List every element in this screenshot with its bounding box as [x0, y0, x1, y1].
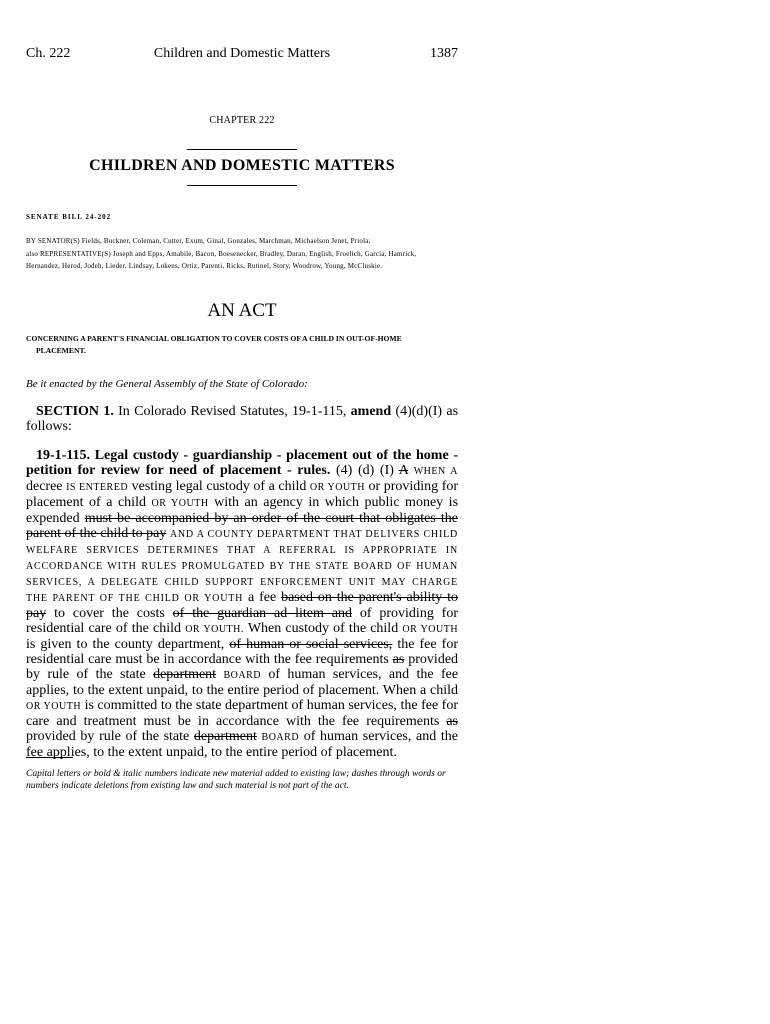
deleted-text: department	[153, 667, 217, 682]
deleted-text: based on the parent's ability to pay	[26, 590, 459, 621]
page-number: 1387	[430, 46, 458, 61]
statute-text: provided by rule of the state	[26, 652, 459, 682]
deleted-text: as	[446, 714, 458, 729]
section-text: (4)(d)(I) as follows:	[26, 404, 459, 434]
sponsor-line: also REPRESENTATIVE(S) Joseph and Epps, Amabile, Bacon, Boesenecker, Bradley, Duran, English, Froelich, Garcia, Hamrick,	[26, 250, 417, 258]
statute-text: provided by rule of the state	[26, 729, 190, 744]
inserted-text: OR YOUTH	[402, 624, 459, 635]
statute-heading: 19-1-115. Legal custody - guardianship - placement out of the home - petition for review for need of placement - rules.	[26, 448, 458, 478]
inserted-text: BOARD	[261, 732, 300, 743]
statute-text: to cover the costs	[54, 606, 165, 621]
deleted-text: department	[193, 729, 257, 744]
statute-text: is given to the county department,	[26, 637, 225, 652]
title-rule-bottom	[187, 185, 297, 186]
statute-text: of human services, and the fee applies, to the extent unpaid, to the entire period of placement.	[26, 729, 458, 760]
inserted-text: OR YOUTH	[309, 482, 365, 493]
bill-number: SENATE BILL 24-202	[26, 213, 112, 221]
act-subject-line: PLACEMENT.	[36, 346, 86, 355]
inserted-text: OR YOUTH	[26, 701, 82, 712]
statute-text: of human services, and the fee applies, to the extent unpaid, to the entire period of placement. When a child	[26, 667, 459, 698]
section-text: In Colorado Revised Statutes, 19-1-115,	[118, 404, 347, 419]
deleted-text: must be accompanied by an order of the court that obligates the parent of the child to pay	[26, 511, 458, 541]
deleted-text: of the guardian ad litem and	[172, 606, 352, 621]
title-rule-top	[187, 149, 297, 150]
statute-text: a fee	[248, 590, 277, 605]
deleted-text: A	[398, 463, 409, 478]
inserted-text: WHEN A	[413, 466, 459, 477]
statute-text: or providing for placement of a child	[26, 479, 459, 510]
inserted-text: OR YOUTH.	[185, 624, 244, 635]
sponsor-line: Hernandez, Herod, Jodeh, Lieder, Lindsay, Lukens, Ortiz, Parenti, Ricks, Rutinel, Story, Woodrow, Young, McCluskie.	[26, 262, 383, 270]
statute-text: When custody of the child	[247, 621, 399, 636]
deleted-text: of human or social services,	[229, 637, 393, 652]
statute-text: is committed to the state department of human services, the fee for care and treatment must be in accordance with the fee requirements	[26, 698, 459, 729]
section-label: SECTION 1.	[36, 404, 114, 419]
footnote-divider	[26, 757, 73, 758]
running-title: Children and Domestic Matters	[153, 46, 331, 61]
inserted-text: OR YOUTH	[151, 498, 209, 509]
statute-paragraph	[26, 448, 458, 760]
chapter-label: CHAPTER 222	[209, 115, 275, 126]
inserted-text: IS ENTERED	[66, 482, 129, 493]
deleted-text: as	[392, 652, 405, 667]
statute-text: of providing for residential care of the child	[26, 606, 459, 636]
inserted-text: BOARD	[223, 670, 261, 681]
enacting-clause: Be it enacted by the General Assembly of the State of Colorado:	[26, 378, 308, 390]
act-subject-line: CONCERNING A PARENT'S FINANCIAL OBLIGATION TO COVER COSTS OF A CHILD IN OUT-OF-HOME	[26, 334, 402, 343]
sponsor-line: BY SENATOR(S) Fields, Buckner, Coleman, Cutter, Exum, Ginal, Gonzales, Marchman, Michaelson Jenet, Priola;	[26, 237, 371, 245]
inserted-text: AND A COUNTY DEPARTMENT THAT DELIVERS CHILD WELFARE SERVICES DETERMINES THAT A REFERRAL IS APPROPRIATE IN ACCORDANCE WITH RULES PROMULGATED BY THE STATE BOARD OF HUMAN SERVICES, A DELEGATE CHILD SUPPORT ENFORCEMENT UNIT MAY CHARGE THE PARENT OF THE CHILD OR YOUTH	[26, 529, 459, 604]
act-subject	[26, 333, 458, 357]
act-heading: AN ACT	[207, 300, 277, 321]
chapter-reference: Ch. 222	[26, 46, 71, 61]
statute-text: decree	[26, 479, 63, 494]
statute-text: the fee for residential care must be in accordance with the fee requirements	[26, 637, 458, 667]
statute-citation: (4) (d) (I)	[336, 463, 394, 478]
document-title: CHILDREN AND DOMESTIC MATTERS	[89, 157, 395, 174]
statute-text: vesting legal custody of a child	[131, 479, 307, 494]
footnote: Capital letters or bold & italic numbers indicate new material added to existing law; dashes through words or numbers indicate deletions from existing law and such material is not part of the act.	[26, 769, 446, 791]
statute-text: with an agency in which public money is expended	[26, 495, 459, 526]
section-paragraph	[26, 404, 458, 434]
amend-keyword: amend	[350, 404, 392, 419]
